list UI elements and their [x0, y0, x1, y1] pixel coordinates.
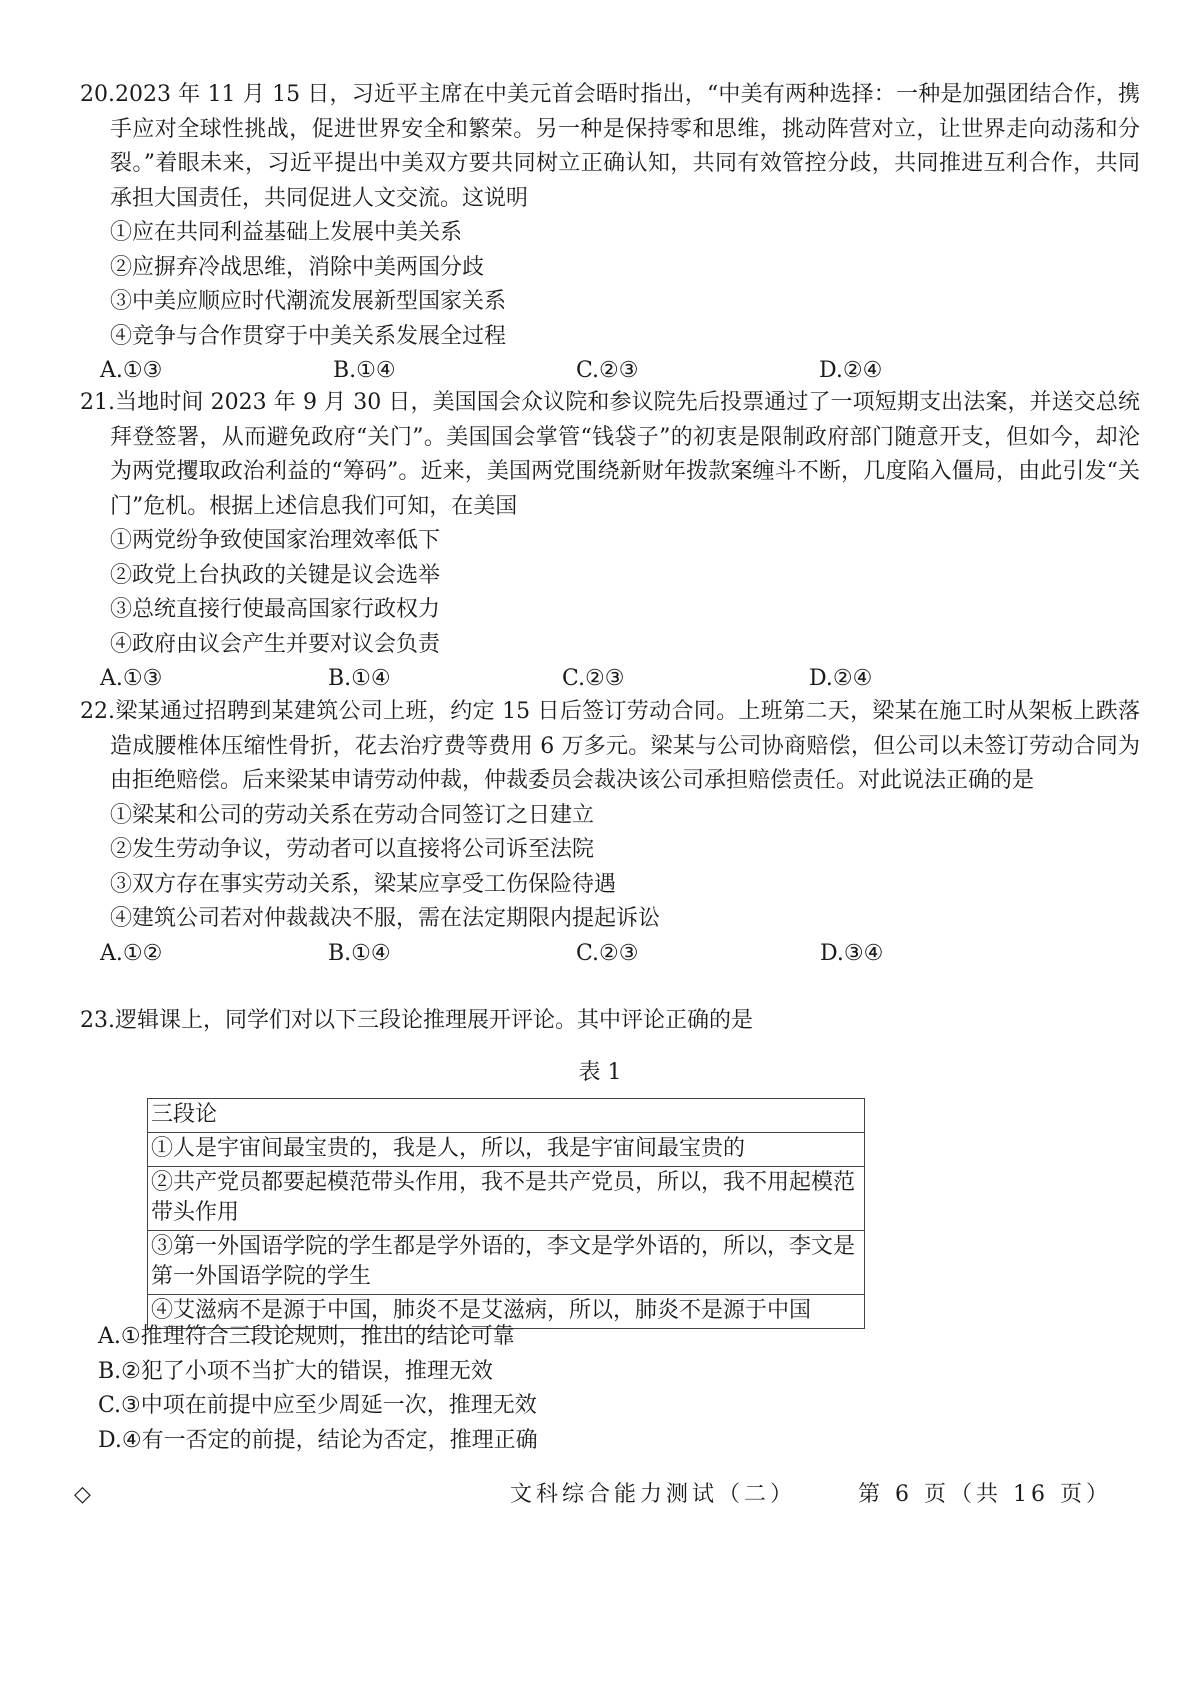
table-row [148, 1167, 865, 1231]
question-20-option-2: ②应摒弃冷战思维，消除中美两国分歧 [110, 254, 485, 280]
choice-a: A.①③ [100, 666, 163, 691]
question-21-option-4: ④政府由议会产生并要对议会负责 [110, 631, 441, 657]
choice-c: C.②③ [562, 666, 625, 691]
question-20-option-3: ③中美应顺应时代潮流发展新型国家关系 [110, 289, 507, 314]
question-21-stem: 21.当地时间 2023 年 9 月 30 日，美国国会众议院和参议院先后投票通过了一项短期支出法案，并送交总统拜登签署，从而避免政府“关门”。美国国会掌管“钱袋子”的初衷是限制政府部门随意开支，但如今，却沦为两党攫取政治利益的“筹码”。近来，美国两党围绕新财年拨款案缠斗不断，几度陷入僵局，由此引发“关门”危机。根据上述信息我们可知，在美国 [80, 390, 1140, 519]
choice-d: D.②④ [819, 358, 883, 383]
table-row [148, 1133, 865, 1167]
answer-b: B.②犯了小项不当扩大的错误，推理无效 [98, 1358, 493, 1384]
diamond-icon: ◇ [74, 1482, 91, 1507]
table-header-cell: 三段论 [148, 1099, 865, 1133]
choice-b: B.①④ [333, 358, 396, 383]
question-21 [80, 386, 1140, 697]
choice-c: C.②③ [576, 940, 639, 966]
question-20-stem: 20.2023 年 11 月 15 日，习近平主席在中美元首会晤时指出，“中美有两种选择：一种是加强团结合作，携手应对全球性挑战，促进世界安全和繁荣。另一种是保持零和思维，挑动阵营对立，让世界走向动荡和分裂。”着眼未来，习近平提出中美双方要共同树立正确认知，共同有效管控分歧，共同推进互利合作，共同承担大国责任，共同促进人文交流。这说明 [80, 82, 1140, 211]
answer-a: A.①推理符合三段论规则，推出的结论可靠 [98, 1324, 515, 1349]
choice-a: A.①③ [100, 358, 163, 383]
question-20-option-4: ④竞争与合作贯穿于中美关系发展全过程 [110, 323, 507, 349]
table-cell: ①人是宇宙间最宝贵的，我是人，所以，我是宇宙间最宝贵的 [148, 1133, 865, 1167]
question-20-choices [80, 354, 1140, 389]
question-22 [80, 695, 1140, 971]
question-22-option-2: ②发生劳动争议，劳动者可以直接将公司诉至法院 [110, 837, 595, 862]
choice-a: A.①② [100, 940, 163, 966]
question-22-option-4: ④建筑公司若对仲裁裁决不服，需在法定期限内提起诉讼 [110, 906, 661, 931]
question-22-option-1: ①梁某和公司的劳动关系在劳动合同签订之日建立 [110, 802, 595, 828]
choice-d: D.③④ [820, 940, 884, 966]
syllogism-table [147, 1098, 865, 1329]
table-row [148, 1231, 865, 1295]
question-20-option-1: ①应在共同利益基础上发展中美关系 [110, 220, 463, 245]
choice-c: C.②③ [576, 358, 639, 383]
page-number: 第 6 页（共 16 页） [858, 1482, 1112, 1507]
question-22-stem: 22.梁某通过招聘到某建筑公司上班，约定 15 日后签订劳动合同。上班第二天，梁某在施工时从架板上跌落造成腰椎体压缩性骨折，花去治疗费等费用 6 万多元。梁某与公司协商赔偿，但公司以未签订劳动合同为由拒绝赔偿。后来梁某申请劳动仲裁，仲裁委员会裁决该公司承担赔偿责任。对此说法正确的是 [80, 699, 1140, 793]
choice-b: B.①④ [328, 666, 391, 691]
question-21-option-2: ②政党上台执政的关键是议会选举 [110, 562, 441, 588]
table-cell: ④艾滋病不是源于中国，肺炎不是艾滋病，所以，肺炎不是源于中国 [148, 1295, 865, 1329]
question-22-option-3: ③双方存在事实劳动关系，梁某应享受工伤保险待遇 [110, 871, 617, 897]
question-23-answers [98, 1320, 538, 1458]
question-22-choices [80, 937, 1140, 972]
question-23-stem: 23.逻辑课上，同学们对以下三段论推理展开评论。其中评论正确的是 [80, 1008, 753, 1033]
table-cell: ②共产党员都要起模范带头作用，我不是共产党员，所以，我不用起模范带头作用 [148, 1167, 865, 1231]
exam-title: 文科综合能力测试（二） [510, 1482, 797, 1507]
answer-c: C.③中项在前提中应至少周延一次，推理无效 [98, 1393, 537, 1418]
answer-d: D.④有一否定的前提，结论为否定，推理正确 [98, 1427, 538, 1453]
choice-d: D.②④ [809, 666, 873, 691]
table-row [148, 1099, 865, 1133]
question-20 [80, 78, 1140, 389]
page-footer [0, 1478, 1200, 1512]
question-21-option-1: ①两党纷争致使国家治理效率低下 [110, 528, 441, 553]
table-title: 表 1 [578, 1060, 622, 1085]
table-cell: ③第一外国语学院的学生都是学外语的，李文是学外语的，所以，李文是第一外国语学院的学生 [148, 1231, 865, 1295]
question-21-choices [80, 662, 1140, 697]
question-21-option-3: ③总统直接行使最高国家行政权力 [110, 597, 441, 622]
question-23 [80, 1004, 1140, 1039]
choice-b: B.①④ [328, 940, 391, 966]
